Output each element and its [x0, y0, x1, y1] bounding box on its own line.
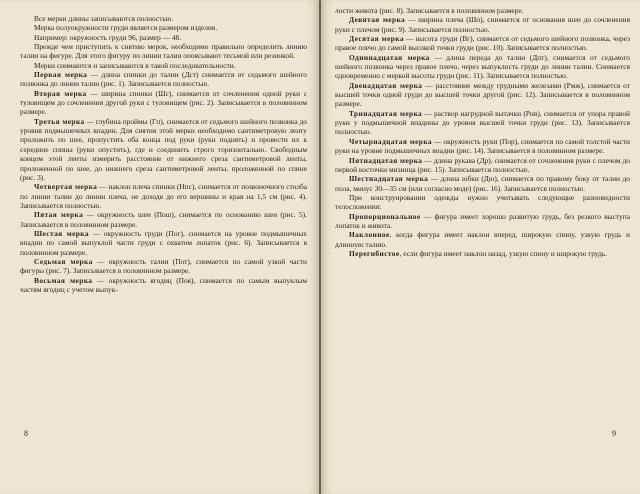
- paragraph-lead: Седьмая мерка: [34, 256, 93, 266]
- left-page-text: [20, 14, 307, 294]
- paragraph-lead: Пропорциональное: [349, 211, 421, 221]
- paragraph-lead: Двенадцатая мерка: [349, 80, 423, 90]
- paragraph-text: — длина переда до талии (Дпт), снимается от седьмого шейного позвонка через правое плечо, через выпуклость груди до линии талии. Снимается одновременно с меркой высоты груди (рис. 11). Записывается полностью.: [335, 52, 630, 81]
- left-page: [0, 0, 319, 494]
- paragraph-text: — длина рукава (Др), снимается от сочленения руки с плечом до первой косточки мизинца (рис. 15). Записывается полностью.: [335, 155, 630, 174]
- paragraph: [335, 53, 630, 81]
- paragraph-text: — окружность талии (Пот), снимается по самой узкой части фигуры (рис. 7). Записывается в половинном размере.: [20, 256, 307, 276]
- paragraph: [335, 249, 630, 258]
- paragraph: [20, 23, 307, 32]
- paragraph-lead: Восьмая мерка: [34, 275, 93, 285]
- paragraph-lead: Пятая мерка: [34, 210, 84, 220]
- right-page-text: [335, 6, 630, 258]
- paragraph-lead: Перегибистое: [349, 248, 400, 258]
- right-page: [321, 0, 640, 494]
- paragraph: [20, 276, 307, 295]
- paragraph: [20, 14, 307, 23]
- paragraph-text: — раствор нагрудной вытачки (Рнв), снимается от упора правой руки у подмышечной впадины до уровня высшей точки груди (рис. 13). Записывается полностью.: [335, 108, 630, 137]
- paragraph-text: — ширина плеча (Шп), снимается от основания шеи до сочленения руки с плечом (рис. 9). Записывается полностью.: [335, 15, 631, 34]
- paragraph-text: — длина спинки до талии (Дст) снимается от седьмого шейного позвонка до линии талии (рис. 1). Записывается полностью.: [20, 70, 307, 89]
- paragraph-lead: Третья мерка: [34, 116, 85, 126]
- paragraph: [335, 212, 630, 231]
- paragraph: [20, 117, 307, 182]
- paragraph: [335, 137, 630, 156]
- paragraph-lead: Четвертая мерка: [34, 182, 98, 192]
- paragraph-text: — окружность шеи (Пош), снимается по основанию шеи (рис. 5). Записывается в половинном размере.: [20, 210, 307, 229]
- paragraph: [20, 229, 307, 257]
- paragraph: [335, 15, 630, 34]
- paragraph-lead: Тринадцатая мерка: [349, 108, 423, 118]
- paragraph-lead: Шестая мерка: [34, 228, 89, 238]
- paragraph: [335, 6, 630, 15]
- paragraph-lead: Первая мерка: [34, 70, 88, 80]
- paragraph-lead: Наклонное: [349, 230, 390, 240]
- paragraph: [335, 193, 630, 212]
- paragraph-text: Прежде чем приступить к снятию мерок, необходимо правильно определить линию талии на фигуре. Для этого фигуру по линии талии опоясывают тесьмой или резинкой.: [20, 42, 307, 61]
- paragraph-lead: Десятая мерка: [349, 34, 404, 44]
- paragraph-text: , когда фигура имеет наклон вперед, широкую спину, узкую грудь и длинную талию.: [335, 230, 630, 249]
- paragraph: [335, 156, 630, 175]
- paragraph: [335, 34, 630, 53]
- paragraph: [335, 174, 630, 193]
- paragraph: [20, 182, 307, 210]
- paragraph-text: , если фигура имеет наклон назад, узкую спину и широкую грудь.: [399, 248, 608, 258]
- paragraph-text: Например: окружность груди 96, размер — 48.: [34, 32, 182, 42]
- paragraph-text: Мерки снимаются и записываются в такой последовательности.: [34, 60, 236, 70]
- paragraph-text: — расстояние между грудными железами (Рмж), снимается от высшей точки одной груди до высшей точки другой (рис. 12). Записывается в половинном размере.: [335, 80, 630, 109]
- paragraph-text: — окружность ягодиц (Поя), снимается по самым выпуклым частям ягодиц с учетом выпук-: [20, 275, 307, 294]
- paragraph-lead: Одиннадцатая мерка: [349, 52, 430, 62]
- paragraph-lead: Пятнадцатая мерка: [349, 155, 423, 165]
- paragraph-text: — фигура имеет хорошо развитую грудь, без резкого выступа лопаток и живота.: [335, 211, 630, 230]
- paragraph-text: — глубина проймы (Гп), снимается от седьмого шейного позвонка до уровня подмышечных впадин. Для снятия этой мерки необходимо сантиметровую ленту проложить по шее, пропустить оба конца под руки (руки поднять) и провести их к середине спины (руки опустить), где и соединить строго горизонтально. Свободным концом этой ленты измерить расстояние от нижнего среза сантиметровой ленты, проложенной по шее, до нижнего среза сантиметровой ленты, проложенной по спине (рис. 3).: [20, 116, 308, 182]
- paragraph-lead: Девятая мерка: [349, 15, 406, 25]
- paragraph-text: — окружность груди (Пог), снимается на уровне подмышечных впадин по самой выпуклой части груди с охватом лопаток (рис. 6). Записывается в половинном размере.: [20, 228, 307, 257]
- paragraph: [20, 61, 307, 70]
- paragraph-text: — окружность руки (Пор), снимается по самой толстой части руки на уровне подмышечных впадин (рис. 14). Записывается в половинном размере.: [335, 136, 630, 156]
- paragraph: [20, 210, 307, 229]
- paragraph-text: — наклон плеча спинки (Нпс), снимается от позвоночного столба по линии талии до линии плеча, не доходя до его вершины и края на 1,5 см (рис. 4). Записывается полностью.: [20, 182, 307, 210]
- page-number-right: 9: [612, 429, 616, 438]
- paragraph-text: — высота груди (Вг), снимается от седьмого шейного позвонка, через правое плечо до самой высокой точки груди (рис. 10). Записывается полностью.: [335, 34, 630, 53]
- paragraph-text: При конструировании одежды нужно учитывать следующие разновидности телосложения:: [335, 192, 630, 212]
- page-number-left: 8: [24, 429, 28, 438]
- paragraph: [20, 33, 307, 42]
- paragraph-text: — ширина спинки (Шс), снимается от сочленения одной руки с туловищем до сочленения другой руки с туловищем (рис. 2). Записывается в половинном размере.: [20, 88, 307, 117]
- paragraph-lead: Вторая мерка: [34, 88, 87, 98]
- paragraph-lead: Четырнадцатая мерка: [349, 136, 432, 146]
- paragraph: [20, 42, 307, 61]
- paragraph: [20, 70, 307, 89]
- paragraph: [20, 257, 307, 276]
- paragraph-text: Мерка полуокружности груди является размером изделия.: [34, 23, 218, 33]
- paragraph: [20, 89, 307, 117]
- paragraph: [335, 81, 630, 109]
- paragraph-text: — длина юбки (Дю), снимается по правому боку от талии до пола, минус 30—35 см (или согласно моде) (рис. 16). Записывается полностью.: [335, 174, 630, 193]
- paragraph-text: Все мерки длины записываются полностью.: [34, 14, 174, 23]
- paragraph-text: лости живота (рис. 8). Записывается в половинном размере.: [335, 6, 524, 15]
- paragraph-lead: Шестнадцатая мерка: [349, 174, 429, 184]
- paragraph: [335, 230, 630, 249]
- paragraph: [335, 109, 630, 137]
